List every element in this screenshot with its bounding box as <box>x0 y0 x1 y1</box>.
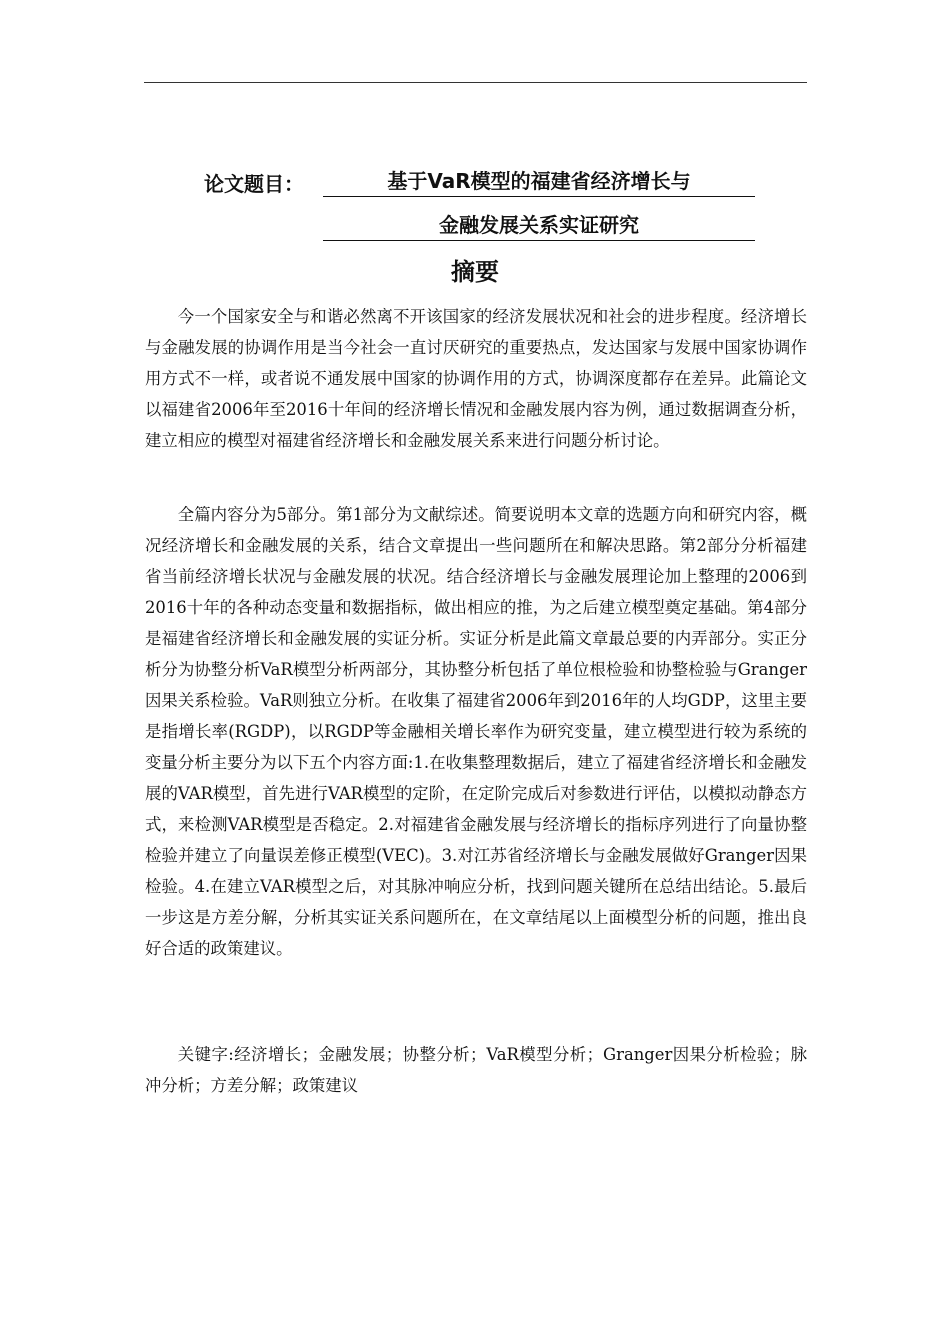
abstract-paragraph-2-block <box>145 499 807 964</box>
abstract-paragraph-1-block <box>145 301 807 456</box>
abstract-heading: 摘要 <box>451 258 499 286</box>
abstract-paragraph-2: 全篇内容分为5部分。第1部分为文献综述。简要说明本文章的选题方向和研究内容，概况经济增长和金融发展的关系，结合文章提出一些问题所在和解决思路。第2部分分析福建省当前经济增长状况与金融发展的状况。结合经济增长与金融发展理论加上整理的2006到2016十年的各种动态变量和数据指标，做出相应的推，为之后建立模型奠定基础。第4部分是福建省经济增长和金融发展的实证分析。实证分析是此篇文章最总要的内弄部分。实正分析分为协整分析VaR模型分析两部分，其协整分析包括了单位根检验和协整检验与Granger因果关系检验。VaR则独立分析。在收集了福建省2006年到2016年的人均GDP，这里主要是指增长率(RGDP)，以RGDP等金融相关增长率作为研究变量，建立模型进行较为系统的变量分析主要分为以下五个内容方面:1.在收集整理数据后，建立了福建省经济增长和金融发展的VAR模型，首先进行VAR模型的定阶，在定阶完成后对参数进行评估，以模拟动静态方式，来检测VAR模型是否稳定。2.对福建省金融发展与经济增长的指标序列进行了向量协整检验并建立了向量误差修正模型(VEC)。3.对江苏省经济增长与金融发展做好Granger因果检验。4.在建立VAR模型之后，对其脉冲响应分析，找到问题关键所在总结出结论。5.最后一步这是方差分解，分析其实证关系问题所在，在文章结尾以上面模型分析的问题，推出良好合适的政策建议。 <box>145 505 807 958</box>
keywords: 关键字:经济增长；金融发展；协整分析；VaR模型分析；Granger因果分析检验；脉冲分析；方差分解；政策建议 <box>145 1045 807 1095</box>
thesis-title-line-1: 基于VaR模型的福建省经济增长与 <box>323 166 755 197</box>
header-rule <box>144 82 807 83</box>
title-label: 论文题目： <box>204 172 304 196</box>
thesis-title-line-2: 金融发展关系实证研究 <box>323 210 755 241</box>
keywords-block <box>145 1039 807 1101</box>
abstract-paragraph-1: 今一个国家安全与和谐必然离不开该国家的经济发展状况和社会的进步程度。经济增长与金融发展的协调作用是当今社会一直讨厌研究的重要热点，发达国家与发展中国家协调作用方式不一样，或者说不通发展中国家的协调作用的方式，协调深度都存在差异。此篇论文以福建省2006年至2016十年间的经济增长情况和金融发展内容为例，通过数据调查分析，建立相应的模型对福建省经济增长和金融发展关系来进行问题分析讨论。 <box>145 307 807 450</box>
